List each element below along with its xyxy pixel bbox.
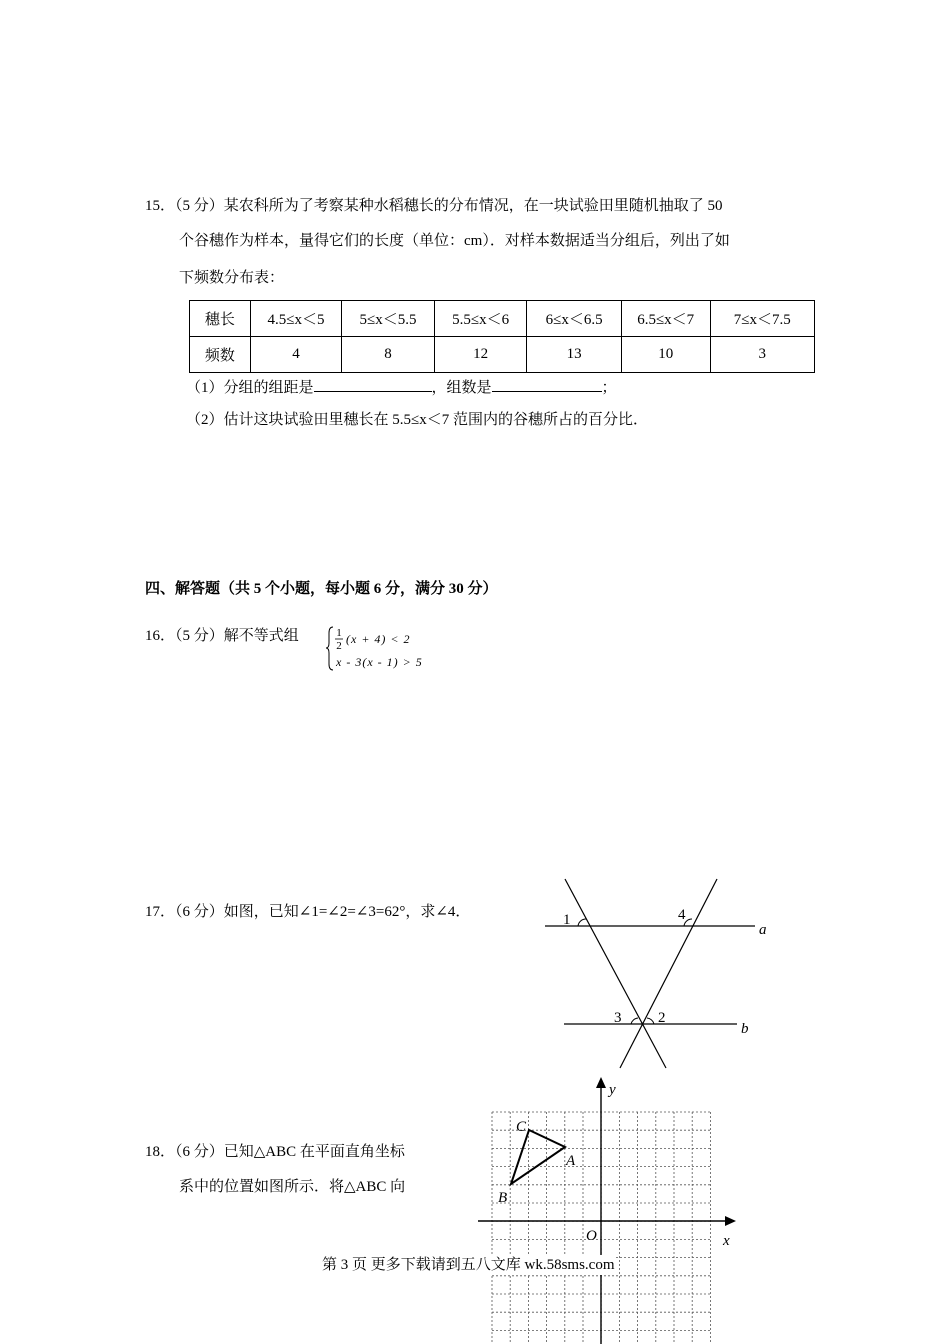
table-cell: 13 [527,337,622,373]
section-heading: 四、解答题（共 5 个小题，每小题 6 分，满分 30 分） [145,581,498,597]
angle-3-arc [631,1018,638,1024]
q15-sub1 [186,376,617,398]
q15-line3: 下频数分布表： [179,270,285,286]
table-row-frequency [190,337,815,373]
q15-line2: 个谷穗作为样本，量得它们的长度（单位：cm）．对样本数据适当分组后，列出了如 [179,233,730,249]
table-cell: 穗长 [190,301,251,337]
transversal-left [565,879,666,1068]
sub1-text-b: ，组数是 [431,380,492,396]
coordinate-grid-figure [470,1074,750,1344]
y-label: y [609,1082,616,1098]
table-cell: 12 [434,337,527,373]
table-cell: 6≤x＜6.5 [527,301,622,337]
angle-2-arc [647,1018,654,1024]
line-b-label: b [741,1021,749,1037]
angle-4-label: 4 [678,907,686,923]
table-cell: 频数 [190,337,251,373]
q17-text: 17．（6 分）如图，已知∠1=∠2=∠3=62°，求∠4． [145,904,471,920]
sub1-text-a: （1）分组的组距是 [186,380,314,396]
fraction-numerator: 1 [336,627,342,639]
q18-line1: 18．（6 分）已知△ABC 在平面直角坐标 [145,1144,405,1160]
angle-1-label: 1 [563,912,571,928]
inequality-2: x - 3(x - 1) > 5 [336,655,423,669]
q16-label: 16．（5 分）解不等式组 [145,628,299,644]
triangle-abc [511,1130,565,1184]
transversal-right [620,879,717,1068]
inequality-1-rest: (x + 4) < 2 [346,632,411,646]
table-cell: 10 [621,337,710,373]
left-brace [326,627,333,670]
table-row-length [190,301,815,337]
angle-1-arc [578,919,586,926]
y-axis-arrow [596,1077,606,1088]
table-cell: 7≤x＜7.5 [710,301,814,337]
x-axis-arrow [725,1216,736,1226]
table-cell: 8 [342,337,435,373]
point-b-label: B [498,1190,508,1206]
line-a-label: a [759,922,767,938]
q18-line2: 系中的位置如图所示．将△ABC 向 [179,1179,406,1195]
page-footer: 第 3 页 更多下载请到五八文库 wk.58sms.com [322,1257,615,1273]
fraction-denominator: 2 [336,640,342,652]
origin-label: O [586,1228,597,1244]
table-cell: 4 [250,337,342,373]
table-cell: 3 [710,337,814,373]
angle-2-label: 2 [658,1010,666,1026]
answer-blank-interval[interactable] [314,376,432,392]
x-label: x [723,1233,730,1249]
point-c-label: C [516,1119,527,1135]
table-cell: 5.5≤x＜6 [434,301,527,337]
frequency-table [189,300,815,373]
table-cell: 5≤x＜5.5 [342,301,435,337]
q15-line1: 15．（5 分）某农科所为了考察某种水稻穗长的分布情况，在一块试验田里随机抽取了 50 [145,198,723,214]
parallel-lines-figure [540,875,840,1075]
point-a-label: A [566,1153,576,1169]
answer-blank-groups[interactable] [492,376,602,392]
table-cell: 6.5≤x＜7 [621,301,710,337]
angle-3-label: 3 [614,1010,622,1026]
inequality-system [325,624,465,674]
table-cell: 4.5≤x＜5 [250,301,342,337]
q15-sub2: （2）估计这块试验田里穗长在 5.5≤x＜7 范围内的谷穗所占的百分比． [186,412,648,428]
sub1-text-c: ； [601,380,617,396]
